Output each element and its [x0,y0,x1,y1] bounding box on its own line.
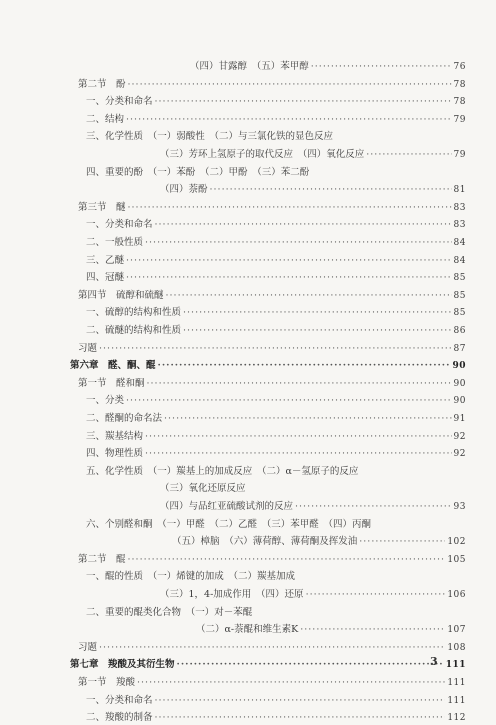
dot-leader [126,254,452,268]
dot-leader [155,218,452,232]
toc-entry-page: 111 [447,678,466,688]
dot-leader [210,183,452,197]
toc-entry-page: 112 [447,713,466,724]
dot-leader [158,359,451,373]
toc-entry-page: 92 [453,431,466,442]
dot-leader [99,641,445,655]
toc-entry-title: 第二节 酚 [78,78,126,90]
dot-leader [145,430,452,444]
toc-entry-page: 79 [453,114,466,125]
toc-entry [0,623,466,637]
dot-leader [128,553,446,567]
toc-entry-page: 106 [447,590,466,600]
toc-entry [0,676,466,690]
toc-entry-title: 第三节 醚 [78,201,126,213]
toc-entry [0,377,466,391]
toc-entry-page: 90 [453,396,466,407]
toc-entry-title: 三、化学性质 （一）弱酸性 （二）与三氯化铁的显色反应 [86,131,334,143]
toc-entry [0,78,466,92]
toc-entry [0,342,466,356]
toc-entry-title: 四、重要的酚 （一）苯酚 （二）甲酚 （三）苯二酚 [86,166,310,178]
toc-entry-title: 一、分类和命名 [86,96,153,108]
toc-entry-page: 78 [453,79,466,90]
toc-entry-title: （四）萘酚 [160,184,208,196]
toc-entry-page: 85 [453,273,466,284]
toc-entry-title: （五）樟脑 （六）薄荷醇、薄荷酮及挥发油 [172,536,358,548]
toc-entry [0,641,466,655]
dot-leader [145,447,452,461]
toc-entry-page: 86 [453,326,466,336]
toc-entry-page: 84 [453,255,466,266]
toc-entry-page: 107 [447,625,466,636]
dot-leader [126,394,452,408]
dot-leader [155,95,452,109]
toc-entry-title: （三）氧化还原反应 [160,483,246,495]
toc-entry-page: 84 [453,238,466,248]
toc-entry [0,271,466,285]
dot-leader [311,60,452,74]
toc-entry [0,130,466,144]
toc-entry [0,430,466,444]
toc-entry [0,95,466,109]
dot-leader [128,78,452,92]
toc-entry-page: 105 [447,554,466,565]
toc-entry-title: 一、分类 [86,395,125,407]
toc-entry-page: 102 [447,537,466,548]
toc-entry-title: 二、结构 [86,113,125,125]
toc-entry-title: 二、羧酸的制备 [86,712,153,724]
toc-entry-page: 111 [447,695,466,706]
toc-entry-page: 79 [453,150,466,160]
toc-entry [0,518,466,532]
toc-entry-page: 87 [453,343,466,354]
toc-entry [0,482,466,496]
toc-entry-title: 三、羰基结构 [86,430,144,442]
toc-entry-page: 92 [453,449,466,460]
toc-entry [0,324,466,338]
toc-entry-title: 二、醛酮的命名法 [86,413,163,424]
toc-entry-page: 83 [453,202,466,213]
toc-entry-page: 78 [453,97,466,108]
dot-leader [177,658,444,672]
dot-leader [295,500,452,514]
toc-entry-title: （三）1，4-加成作用 （四）还原 [160,589,304,600]
toc-entry [0,254,466,268]
toc-entry-title: 一、分类和命名 [86,219,153,231]
dot-leader [306,588,446,602]
toc-entry-page: 90 [453,378,466,389]
toc-entry [0,606,466,620]
toc-entry [0,166,466,180]
toc-entry-title: 第七章 羧酸及其衍生物 [70,659,175,671]
toc-entry-title: 二、硫醚的结构和性质 [86,325,182,336]
dot-leader [359,535,445,549]
dot-leader [300,623,445,637]
dot-leader [145,236,452,250]
toc-entry [0,535,466,549]
toc-entry [0,113,466,127]
dot-leader [155,711,446,725]
toc-entry-title: 习题 [78,342,98,354]
dot-leader [126,113,452,127]
dot-leader [164,412,452,426]
toc-entry-title: 四、物理性质 [86,448,144,460]
toc-entry-title: 第一节 醛和酮 [78,377,145,389]
toc-entry [0,694,466,708]
toc-entry [0,711,466,725]
toc-entry-title: 一、醌的性质 （一）烯键的加成 （二）羰基加成 [86,571,296,583]
page-number: 3 [430,655,438,668]
toc-entry [0,465,466,479]
toc-entry-title: 四、冠醚 [86,272,125,284]
toc-entry-title: （四）与品红亚硫酸试剂的反应 [160,501,294,512]
toc-entry [0,553,466,567]
toc-entry-title: （四）甘露醇 （五）苯甲醇 [190,61,309,72]
toc-entry [0,658,466,672]
toc-entry [0,394,466,408]
toc-entry-page: 108 [447,642,466,653]
toc-entry-title: （三）芳环上氢原子的取代反应 （四）氧化反应 [160,149,365,160]
toc-entry-title: 二、一般性质 [86,237,144,248]
dot-leader [137,676,445,690]
dot-leader [126,271,452,285]
toc-entry [0,447,466,461]
toc-entry-page: 81 [453,185,466,196]
toc-entry-title: 第六章 醛、酮、醌 [70,360,156,372]
toc-entry-page: 83 [453,220,466,231]
toc-entry-title: 一、硫醇的结构和性质 [86,307,182,319]
toc-entry [0,306,466,320]
toc-entry-page: 111 [445,660,466,671]
toc-entry [0,289,466,303]
toc-entry-title: 一、分类和命名 [86,694,153,706]
toc-entry [0,412,466,426]
toc-entry [0,236,466,250]
toc-entry [0,60,466,74]
toc-entry [0,588,466,602]
toc-entry [0,218,466,232]
dot-leader [155,694,446,708]
dot-leader [183,306,452,320]
dot-leader [128,201,452,215]
dot-leader [183,324,452,338]
toc-entry-page: 85 [453,290,466,301]
toc-entry-title: 第二节 醌 [78,553,126,565]
toc-entry-title: 第四节 硫醇和硫醚 [78,289,164,301]
toc-entry-title: 习题 [78,641,98,653]
toc-entry-page: 90 [452,361,466,372]
toc-entry [0,500,466,514]
toc-entry-title: 五、化学性质 （一）羰基上的加成反应 （二）α－氢原子的反应 [86,465,359,477]
dot-leader [147,377,452,391]
toc-entry-title: 六、个别醛和酮 （一）甲醛 （二）乙醛 （三）苯甲醛 （四）丙酮 [86,518,372,530]
toc-entry-page: 85 [453,308,466,319]
toc-entry [0,148,466,162]
toc-entry [0,570,466,584]
toc-entry-page: 93 [453,502,466,512]
toc-entry [0,183,466,197]
toc-entry-title: 二、重要的醌类化合物 （一）对－苯醌 [86,606,253,618]
toc-entry-title: 第一节 羧酸 [78,677,136,688]
toc-entry-title: （二）α-萘醌和维生素K [196,624,299,636]
toc-entry [0,359,466,373]
toc-entry [0,201,466,215]
toc-entry-title: 三、乙醚 [86,254,125,266]
toc-entry-page: 91 [453,414,466,424]
dot-leader [99,342,452,356]
dot-leader [166,289,452,303]
dot-leader [366,148,451,162]
toc-entry-page: 76 [453,62,466,72]
